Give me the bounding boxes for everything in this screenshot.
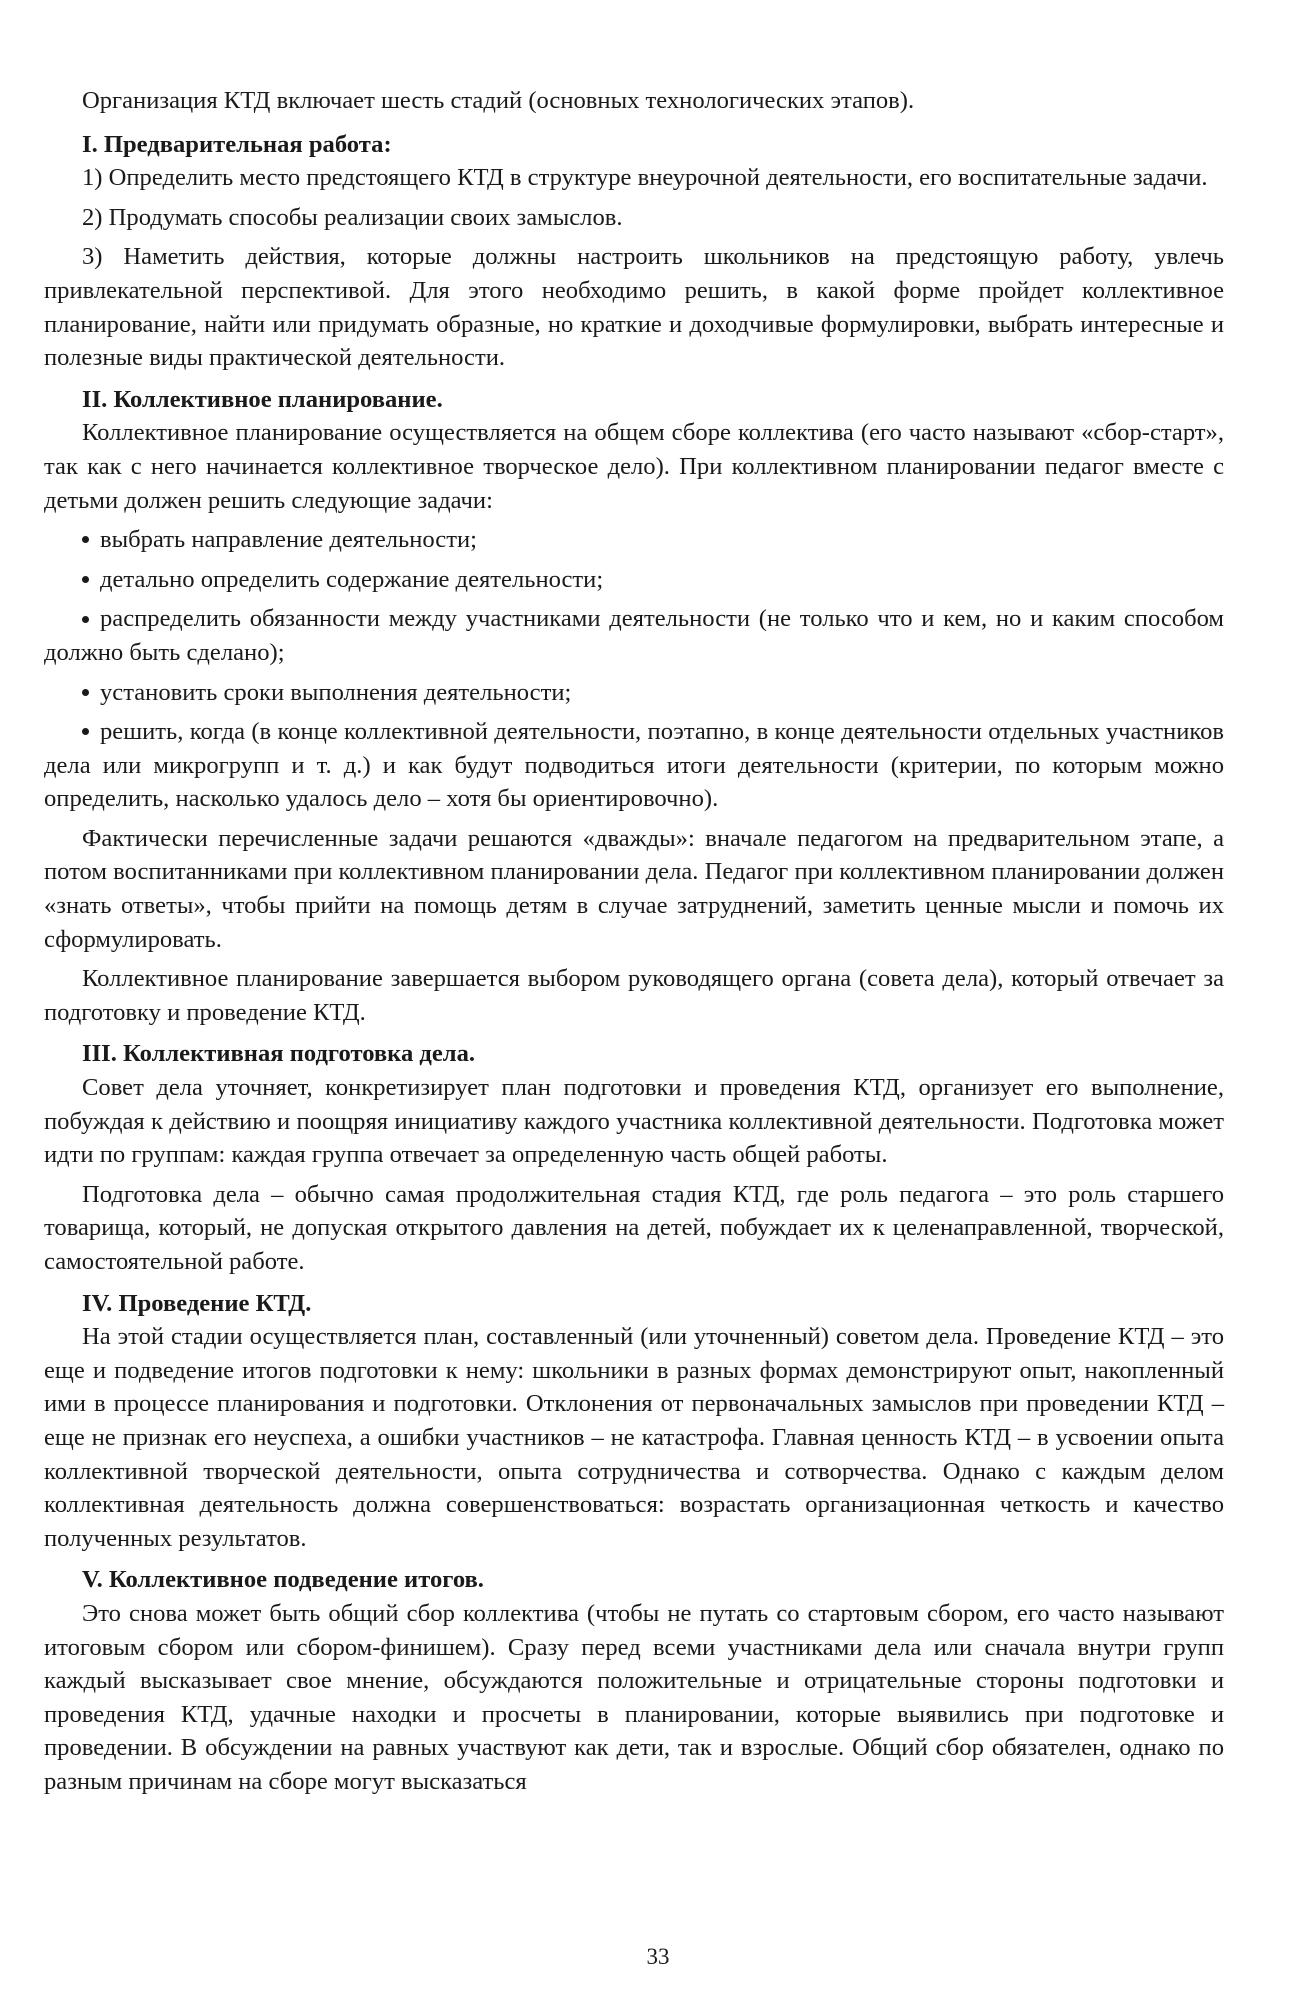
bullet-icon [82,676,100,710]
section-4-heading: IV. Проведение КТД. [82,1289,312,1317]
bullet-text: решить, когда (в конце коллективной деятельности, поэтапно, в конце деятельности отдельных участников дела или микрогрупп и т. д.) и как будут подводиться итоги деятельности (критерии, по которым можно определить, насколько удалось дело – хотя бы ориентировочно). [44,718,1224,813]
intro-paragraph: Организация КТД включает шесть стадий (основных технологических этапов). [82,87,915,114]
page-body [44,84,1224,1805]
section-5-paragraph-1: Это снова может быть общий сбор коллектива (чтобы не путать со стартовым сбором, его часто называют итоговым сбором или сбором-финишем). Сразу перед всеми участниками дела или сначала внутри групп каждый высказывает свое мнение, обсуждаются положительные и отрицательные стороны подготовки и проведения КТД, удачные находки и просчеты в планировании, которые выявились при подготовке и проведении. В обсуждении на равных участвуют как дети, так и взрослые. Общий сбор обязателен, однако по разным причинам на сборе могут высказаться [44,1599,1224,1795]
bullet-icon [82,523,100,557]
section-4-paragraph-1: На этой стадии осуществляется план, составленный (или уточненный) советом дела. Проведение КТД – это еще и подведение итогов подготовки к нему: школьники в разных формах демонстрируют опыт, накопленный ими в процессе планирования и подготовки. Отклонения от первоначальных замыслов при проведении КТД – еще не признак его неуспеха, а ошибки участников – не катастрофа. Главная ценность КТД – в усвоении опыта коллективной творческой деятельности, опыта сотрудничества и сотворчества. Однако с каждым делом коллективная деятельность должна совершенствоваться: возрастать организационная четкость и качество полученных результатов. [44,1323,1224,1552]
bullet-icon [82,563,100,597]
bullet-item [44,523,1224,557]
section-2-paragraph-3: Коллективное планирование завершается выбором руководящего органа (совета дела), который отвечает за подготовку и проведение КТД. [44,965,1224,1026]
section-3-heading: III. Коллективная подготовка дела. [82,1040,476,1068]
section-2-paragraph-2: Фактически перечисленные задачи решаются «дважды»: вначале педагогом на предварительном этапе, а потом воспитанниками при коллективном планировании дела. Педагог при коллективном планировании должен «знать ответы», чтобы прийти на помощь детям в случае затруднений, заметить ценные мысли и помочь их сформулировать. [44,824,1224,953]
bullet-text: детально определить содержание деятельности; [100,565,604,593]
bullet-text: выбрать направление деятельности; [100,526,477,554]
section-3-paragraph-1: Совет дела уточняет, конкретизирует план подготовки и проведения КТД, организует его выполнение, побуждая к действию и поощряя инициативу каждого участника коллективной деятельности. Подготовка может идти по группам: каждая группа отвечает за определенную часть общей работы. [44,1074,1224,1169]
bullet-item [44,602,1224,669]
section-1-item-2: 2) Продумать способы реализации своих замыслов. [82,203,623,231]
bullet-item [44,676,1224,710]
section-1-item-1: 1) Определить место предстоящего КТД в структуре внеурочной деятельности, его воспитательные задачи. [82,164,1208,192]
page-number: 33 [646,1944,670,1969]
bullet-text: установить сроки выполнения деятельности; [100,678,572,706]
section-3-paragraph-2: Подготовка дела – обычно самая продолжительная стадия КТД, где роль педагога – это роль старшего товарища, который, не допуская открытого давления на детей, побуждает их к целенаправленной, творческой, самостоятельной работе. [44,1180,1224,1275]
bullet-item [44,715,1224,816]
section-1-item-3: 3) Наметить действия, которые должны настроить школьников на предстоящую работу, увлечь привлекательной перспективой. Для этого необходимо решить, в какой форме пройдет коллективное планирование, найти или придумать образные, но краткие и доходчивые формулировки, выбрать интересные и полезные виды практической деятельности. [44,243,1224,372]
section-5-heading: V. Коллективное подведение итогов. [82,1566,484,1594]
section-2-paragraph-1: Коллективное планирование осуществляется на общем сборе коллектива (его часто называют «сбор-старт», так как с него начинается коллективное творческое дело). При коллективном планировании педагог вместе с детьми должен решить следующие задачи: [44,419,1224,514]
bullet-icon [82,602,100,636]
bullet-text: распределить обязанности между участниками деятельности (не только что и кем, но и каким способом должно быть сделано); [44,605,1224,666]
section-1-heading: I. Предварительная работа: [82,130,392,158]
bullet-item [44,563,1224,597]
section-2-heading: II. Коллективное планирование. [82,385,443,413]
bullet-icon [82,715,100,749]
